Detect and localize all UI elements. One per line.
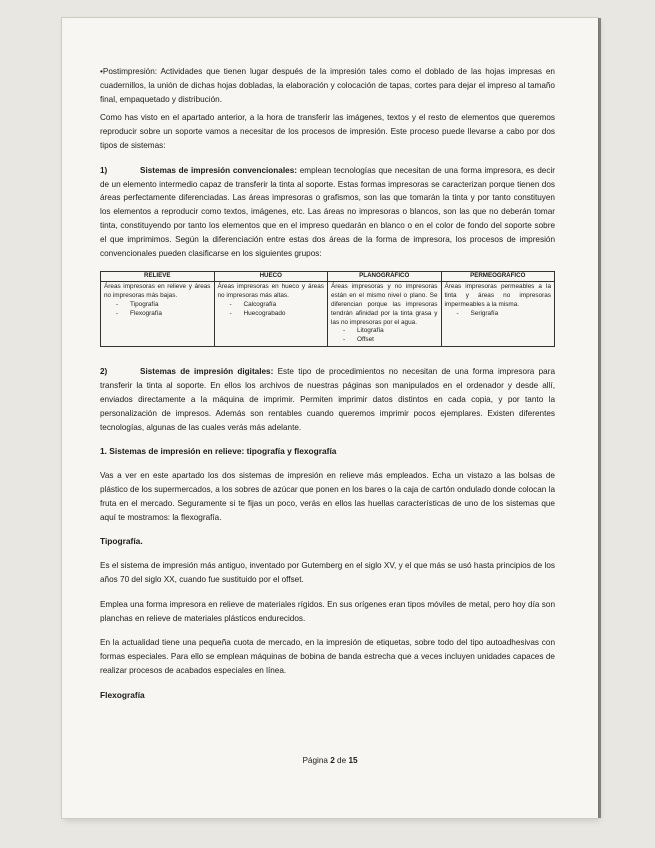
list-item: - Huecograbado: [244, 310, 325, 319]
footer-middle: de: [334, 756, 349, 765]
list-item: - Offset: [357, 336, 438, 345]
table-cell-planografico: [328, 282, 442, 347]
list-item: - Litografía: [357, 327, 438, 336]
cell-list: [445, 310, 552, 319]
table-cell-relieve: [101, 282, 215, 347]
table-header-row: [101, 272, 555, 282]
page-edge-shadow: [598, 18, 601, 818]
table-header-relieve: RELIEVE: [101, 272, 215, 282]
paragraph-postimpresion: •Postimpresión: Actividades que tienen lugar después de la impresión tales como el doblado de las hojas impresas en cuadernillos, la unión de dichas hojas dobladas, la elaboración y colocación de tapas, cortes para dejar el impreso al tamaño final, empaquetado y distribución.: [100, 67, 555, 104]
footer-total-pages: 15: [348, 756, 358, 765]
list-item: - Flexografía: [130, 310, 211, 319]
section-2-paragraph: [100, 365, 555, 434]
document-page: [62, 18, 598, 818]
section-2-text: Este tipo de procedimientos no necesitan de una forma impresora para transferir la tinta al soporte. En ellos los archivos de nuestras páginas son manipulados en el ordenador y desde allí, enviados directamente a la máquina de imprimir. Permiten imprimir datos distintos en cada copia, y por tanto la personalización de impresos. Además son rentables cuando queremos imprimir pocos ejemplares. Existen diferentes tecnologías, algunas de las cuales verás más adelante.: [100, 367, 555, 432]
table-row: [101, 282, 555, 347]
heading-flexografia: Flexografía: [100, 689, 145, 700]
section-2-number: 2): [100, 367, 108, 377]
printing-types-table: [100, 271, 555, 347]
table-cell-permeografico: [441, 282, 555, 347]
table-header-hueco: HUECO: [214, 272, 328, 282]
paragraph-relieve: Vas a ver en este apartado los dos sistemas de impresión en relieve más empleados. Echa un vistazo a las bolsas de plástico de los supermercados, a los sobres de azúcar que ponen en los bares o la caja de cartón ondulado donde colocan la fruta en el mercado. Seguramente si te fijas un poco, verás en ellos las huellas características de uno de los sistemas que aquí te mostramos: la flexografía.: [100, 471, 555, 522]
section-1-title: Sistemas de impresión convencionales:: [140, 165, 297, 175]
table-cell-hueco: [214, 282, 328, 347]
cell-description: Áreas impresoras y no impresoras están en el mismo nivel o plano. Se diferencian porque las impresoras tendrán afinidad por la tinta grasa y las no impresoras por el agua.: [331, 283, 438, 326]
footer-current-page: 2: [330, 756, 335, 765]
list-item: - Serigrafía: [471, 310, 552, 319]
list-item: - Tipografía: [130, 301, 211, 310]
page-footer: [62, 756, 598, 765]
page-content: [100, 65, 555, 713]
cell-description: Áreas impresoras en relieve y áreas no impresoras más bajas.: [104, 283, 211, 300]
cell-list: [104, 301, 211, 319]
cell-description: Áreas impresoras en hueco y áreas no impresoras más altas.: [217, 283, 324, 300]
footer-prefix: Página: [302, 756, 331, 765]
cell-list: [331, 327, 438, 345]
section-1-paragraph: [100, 164, 555, 261]
paragraph-intro: Como has visto en el apartado anterior, a la hora de transferir las imágenes, textos y el resto de elementos que queremos reproducir sobre un soporte vamos a necesitar de los procesos de impresión. Este proceso puede llevarse a cabo por dos tipos de sistemas:: [100, 113, 555, 150]
heading-tipografia: Tipografía.: [100, 536, 143, 547]
cell-description: Áreas impresoras permeables a la tinta y áreas no impresoras impermeables a la misma.: [444, 283, 551, 308]
table-header-permeografico: PERMEOGRÁFICO: [441, 272, 555, 282]
cell-list: [218, 301, 325, 319]
table-header-planografico: PLANOGRÁFICO: [328, 272, 442, 282]
heading-relieve: 1. Sistemas de impresión en relieve: tipografía y flexografía: [100, 446, 337, 457]
list-item: - Calcografía: [244, 301, 325, 310]
section-2-title: Sistemas de impresión digitales:: [140, 367, 274, 377]
section-1-text: emplean tecnologías que necesitan de una forma impresora, es decir de un elemento intermedio capaz de transferir la tinta al soporte. Estas formas impresoras se caracterizan porque tienen dos áreas perfectamente diferenciadas. Las áreas impresoras o grafismos, son las que tomarán la tinta y por tanto constituyen los elementos a reproducir como textos, imágenes, etc. Las áreas no impresoras o blancos, son las que no deberán tomar tinta, constituyendo por tanto los elementos que en el impreso quedarán en blanco o en el color de fondo del soporte sobre el que imprimimos. Según la diferenciación entre estas dos áreas de la forma de impresora, los procesos de impresión convencionales pueden clasificarse en los siguientes grupos:: [100, 165, 555, 258]
paragraph-tipografia-1: Es el sistema de impresión más antiguo, inventado por Gutemberg en el siglo XV, y el que más se usó hasta principios de los años 70 del siglo XX, cuando fue sustituido por el offset.: [100, 561, 555, 584]
paragraph-tipografia-3: En la actualidad tiene una pequeña cuota de mercado, en la impresión de etiquetas, sobre todo del tipo autoadhesivas con formas especiales. Para ello se emplean máquinas de bobina de banda estrecha que a veces incluyen unidades capaces de realizar procesos de acabados especiales en línea.: [100, 638, 555, 675]
paragraph-tipografia-2: Emplea una forma impresora en relieve de materiales rígidos. En sus orígenes eran tipos móviles de metal, pero hoy día son planchas en relieve de materiales plásticos endurecidos.: [100, 599, 555, 623]
section-1-number: 1): [100, 165, 108, 175]
